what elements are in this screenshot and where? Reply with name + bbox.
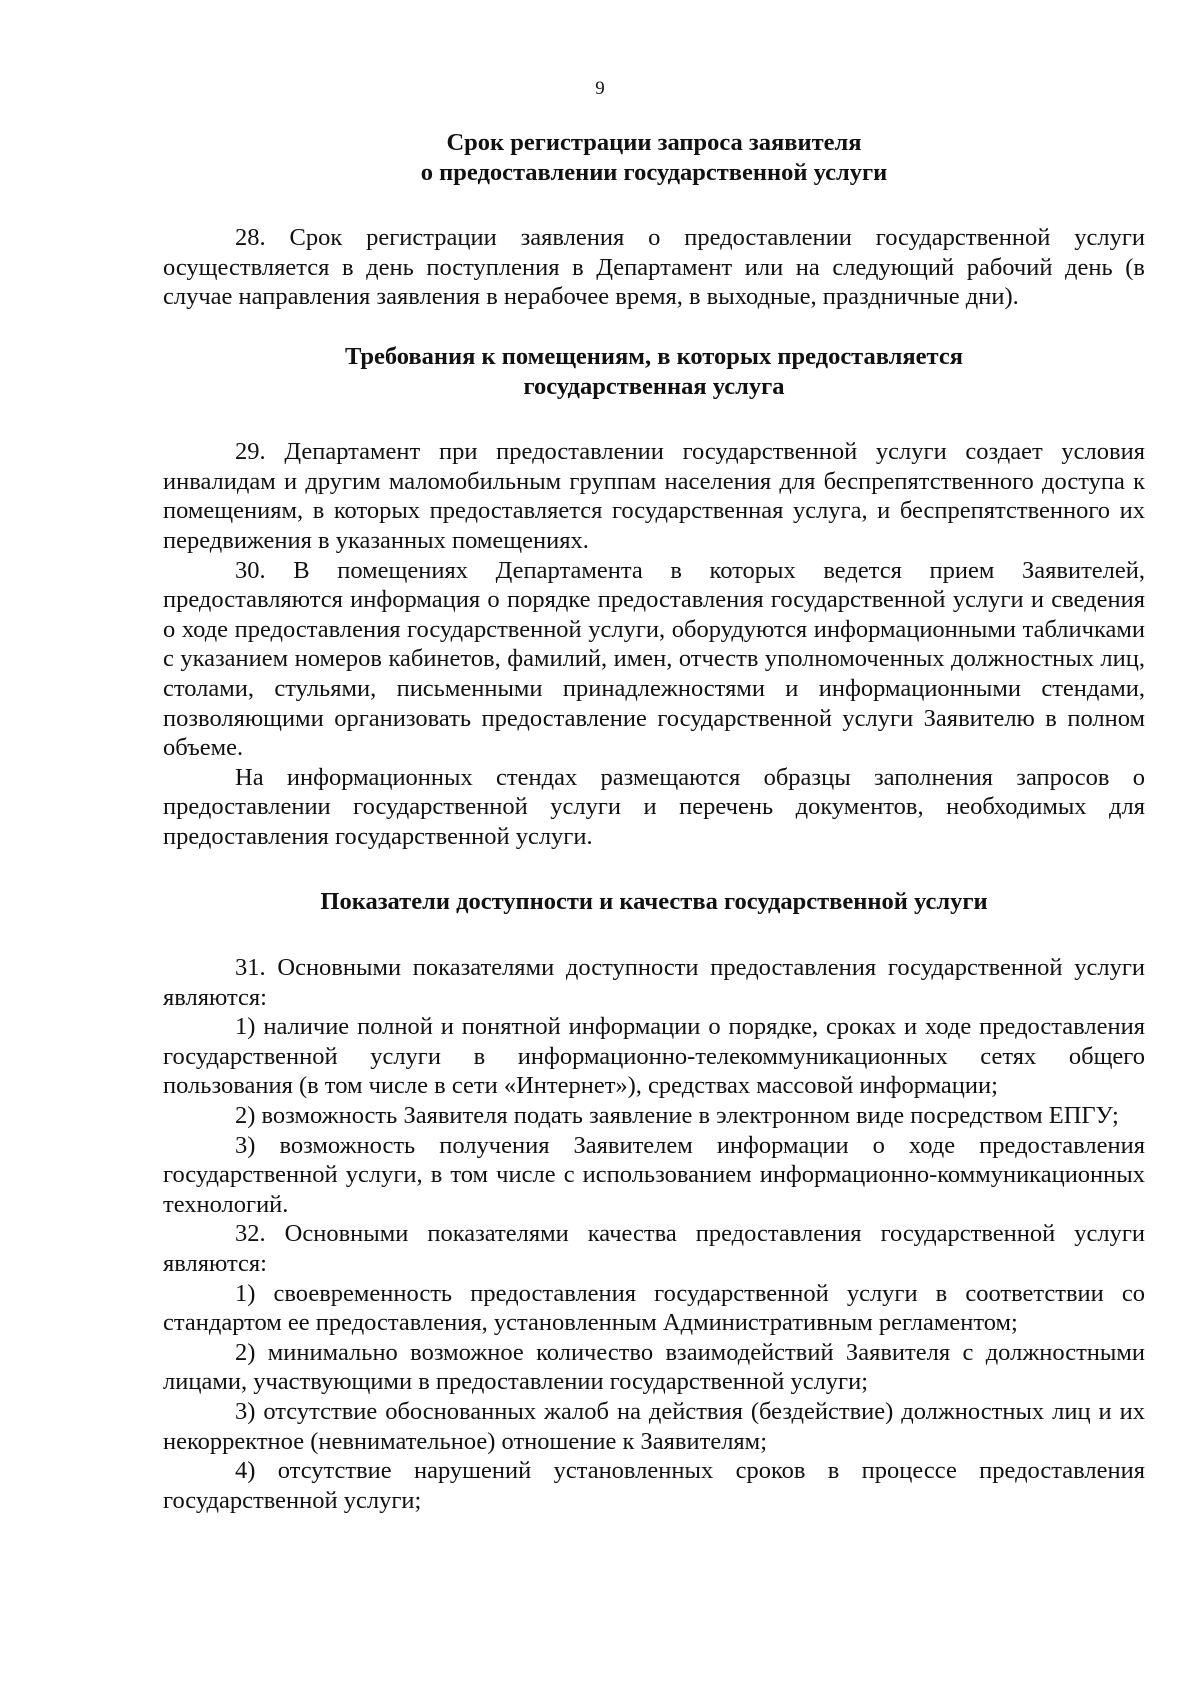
list-item-32-1: 1) своевременность предоставления государственной услуги в соответствии со стандартом ее предоставления, установленным Административным регламентом; xyxy=(163,1279,1145,1337)
list-item-32-3: 3) отсутствие обоснованных жалоб на действия (бездействие) должностных лиц и их некорректное (невнимательное) отношение к Заявителям; xyxy=(163,1397,1145,1455)
list-item-32-2: 2) минимально возможное количество взаимодействий Заявителя с должностными лицами, участвующими в предоставлении государственной услуги; xyxy=(163,1338,1145,1396)
section-heading-registration xyxy=(163,128,1145,187)
section-heading-premises xyxy=(163,342,1145,401)
paragraph-32: 32. Основными показателями качества предоставления государственной услуги являются: xyxy=(163,1220,1145,1277)
heading-line: о предоставлении государственной услуги xyxy=(420,158,888,186)
document-body xyxy=(163,128,1145,1515)
section-heading-indicators xyxy=(163,887,1145,917)
paragraph-29: 29. Департамент при предоставлении государственной услуги создает условия инвалидам и другим маломобильным группам населения для беспрепятственного доступа к помещениям, в которых предоставляется государственная услуга, и беспрепятственного их передвижения в указанных помещениях. xyxy=(163,438,1145,554)
list-item-32-4: 4) отсутствие нарушений установленных сроков в процессе предоставления государственной услуги; xyxy=(163,1457,1145,1514)
heading-line: Требования к помещениям, в которых предоставляется xyxy=(344,342,964,370)
page-number: 9 xyxy=(595,78,605,99)
paragraph-30: 30. В помещениях Департамента в которых ведется прием Заявителей, предоставляются информация о порядке предоставления государственной услуги и сведения о ходе предоставления государственной услуги, оборудуются информационными табличками с указанием номеров кабинетов, фамилий, имен, отчеств уполномоченных должностных лиц, столами, стульями, письменными принадлежностями и информационными стендами, позволяющими организовать предоставление государственной услуги Заявителю в полном объеме. xyxy=(163,556,1145,762)
paragraph-28: 28. Срок регистрации заявления о предоставлении государственной услуги осуществляется в день поступления в Департамент или на следующий рабочий день (в случае направления заявления в нерабочее время, в выходные, праздничные дни). xyxy=(163,224,1145,311)
paragraph-31: 31. Основными показателями доступности предоставления государственной услуги являются: xyxy=(163,954,1145,1011)
heading-line: государственная услуга xyxy=(523,372,785,400)
heading-line: Срок регистрации запроса заявителя xyxy=(446,129,862,156)
paragraph-stands: На информационных стендах размещаются образцы заполнения запросов о предоставлении государственной услуги и перечень документов, необходимых для предоставления государственной услуги. xyxy=(163,763,1145,850)
heading-line: Показатели доступности и качества государственной услуги xyxy=(320,888,988,916)
list-item-31-2: 2) возможность Заявителя подать заявление в электронном виде посредством ЕПГУ; xyxy=(235,1102,1119,1130)
list-item-31-1: 1) наличие полной и понятной информации о порядке, сроках и ходе предоставления государственной услуги в информационно-телекоммуникационных сетях общего пользования (в том числе в сети «Интернет»), средствах массовой информации; xyxy=(163,1013,1145,1100)
list-item-31-3: 3) возможность получения Заявителем информации о ходе предоставления государственной услуги, в том числе с использованием информационно-коммуникационных технологий. xyxy=(163,1131,1145,1218)
